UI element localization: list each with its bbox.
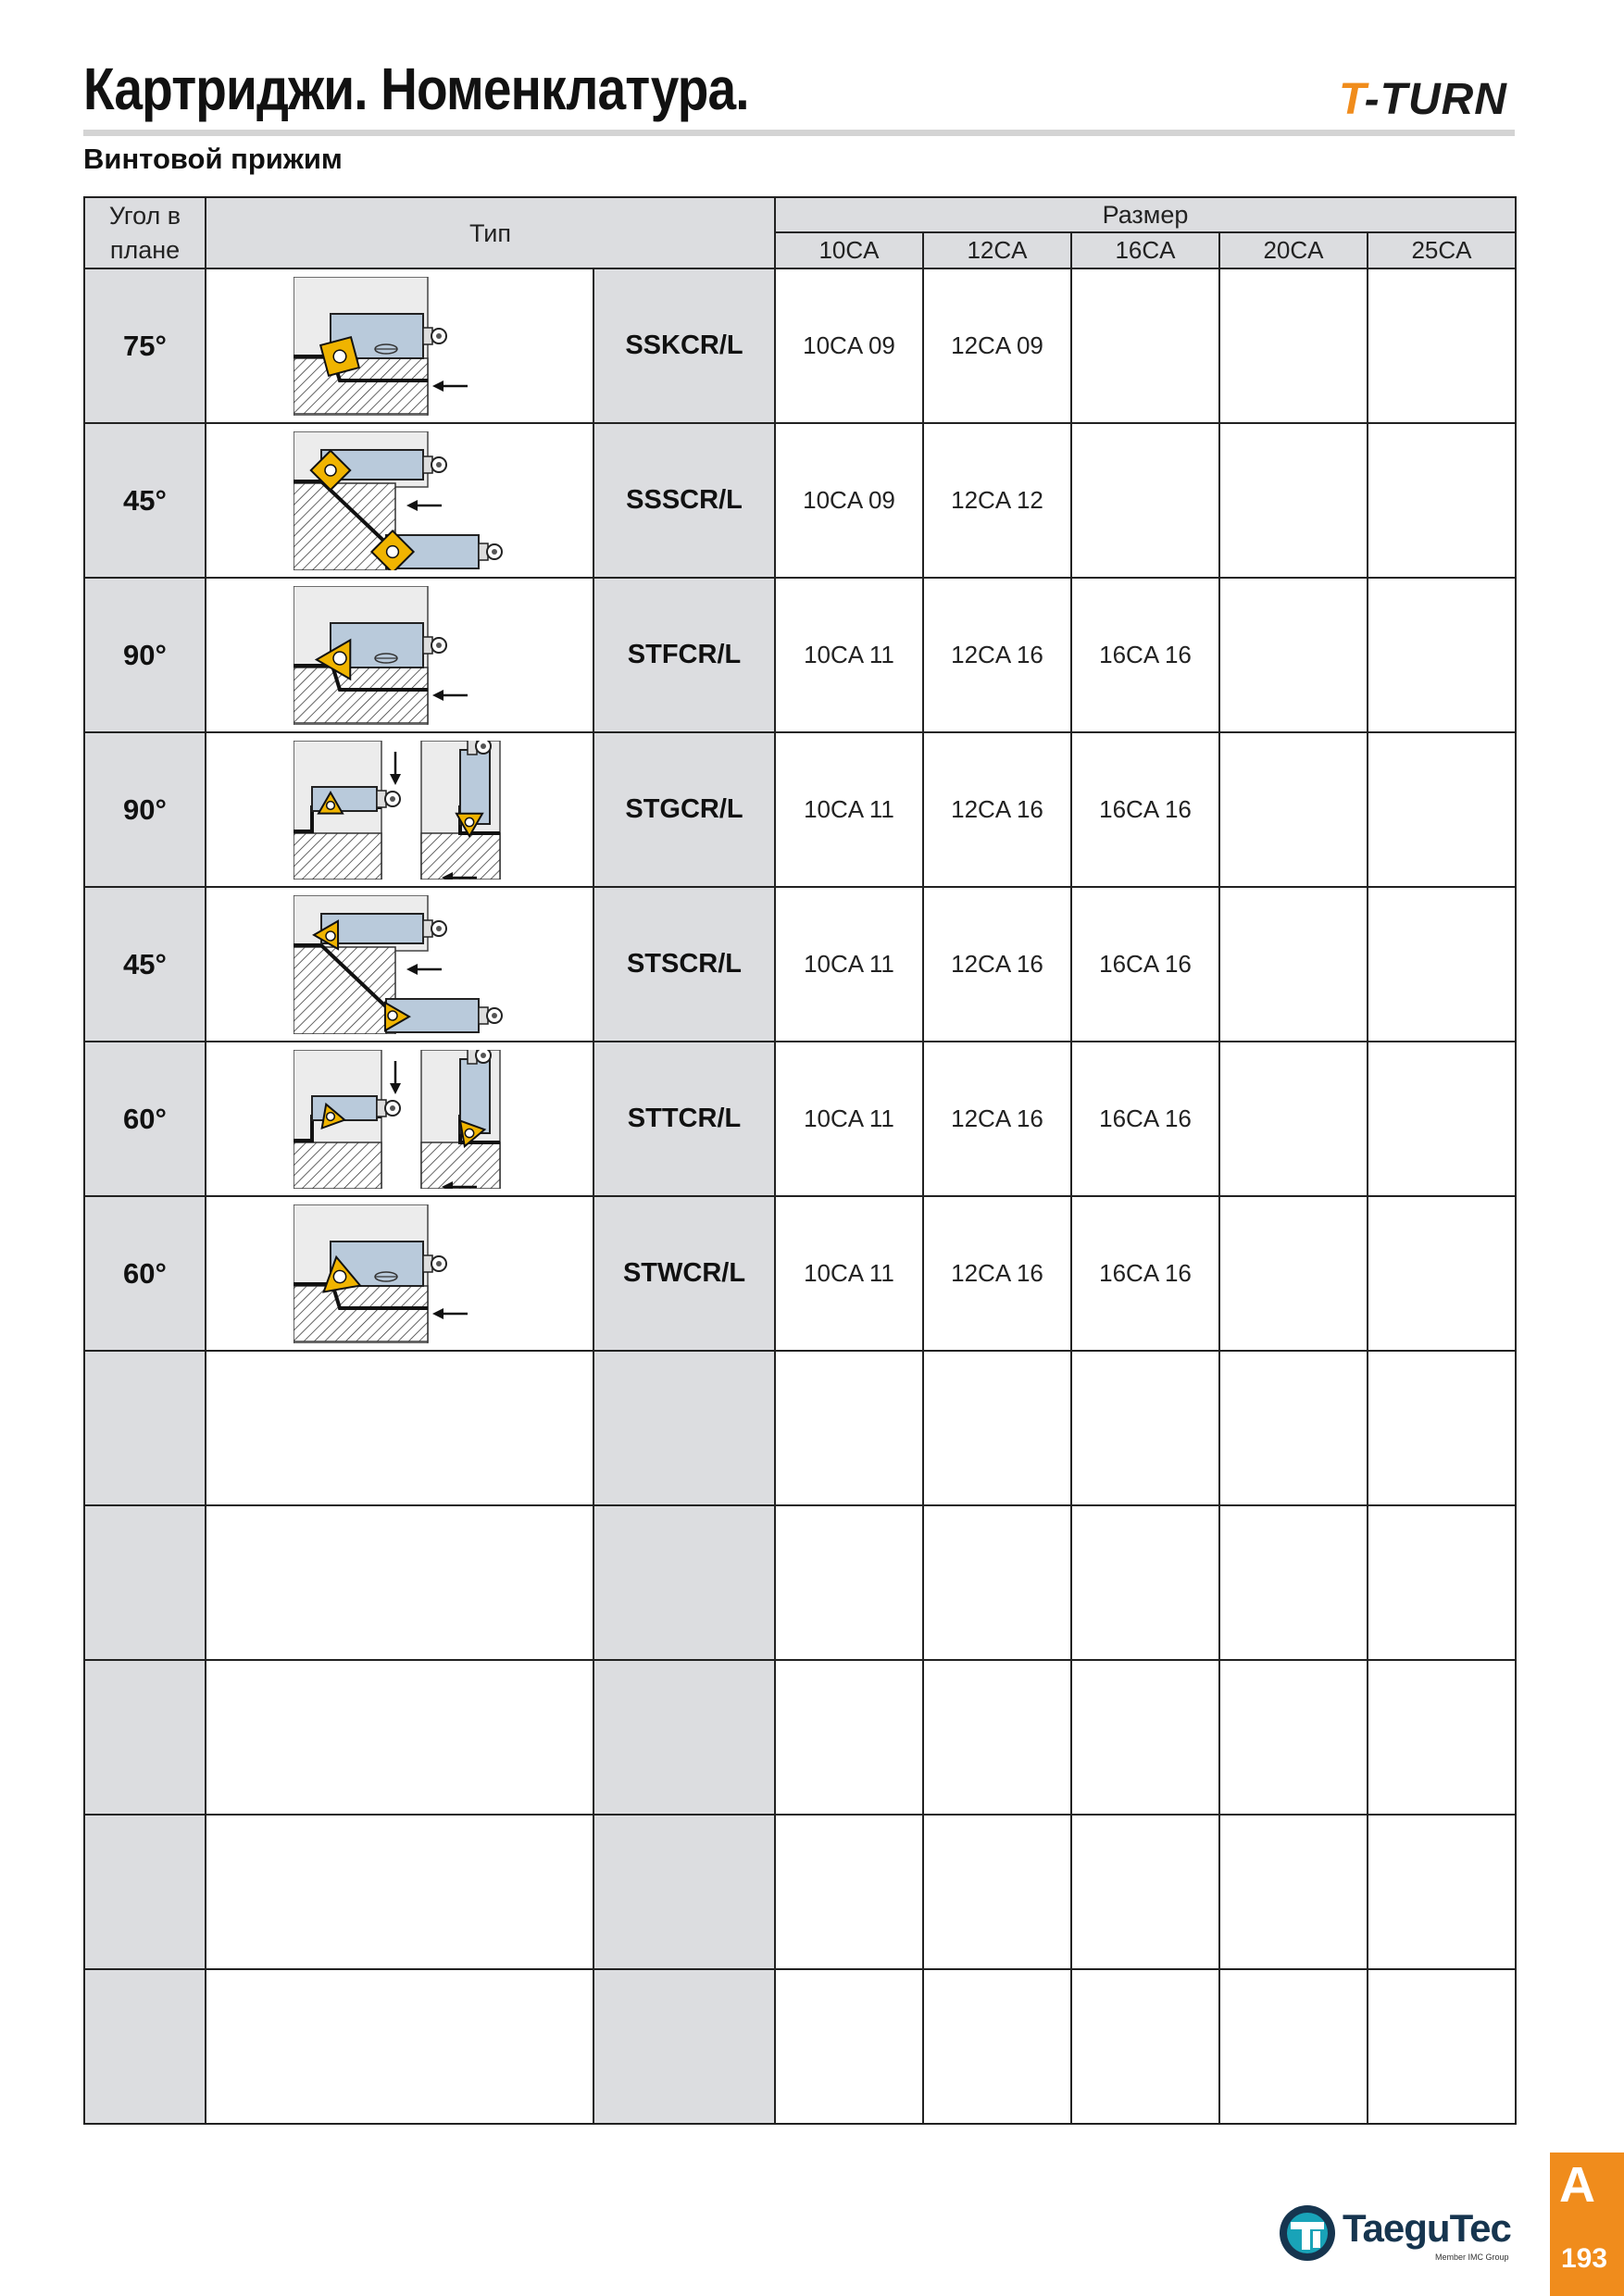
stf-triangle-insert-90-icon	[294, 586, 506, 725]
size-cell	[1219, 1042, 1368, 1196]
size-cell	[1219, 1505, 1368, 1660]
table-row	[84, 1969, 1516, 2124]
size-cell: 16CA 16	[1071, 578, 1219, 732]
size-cell	[1368, 1969, 1516, 2124]
angle-header: Угол в плане	[84, 197, 206, 268]
size-cell: 10CA 11	[775, 1042, 923, 1196]
type-code-cell	[593, 1351, 775, 1505]
size-cell	[1368, 1815, 1516, 1969]
tool-diagram-cell	[206, 1042, 593, 1196]
size-cell: 12CA 16	[923, 887, 1071, 1042]
angle-cell: 45°	[84, 423, 206, 578]
size-col-header: 12CA	[923, 232, 1071, 268]
size-cell: 12CA 16	[923, 1042, 1071, 1196]
size-cell: 12CA 16	[923, 578, 1071, 732]
angle-cell	[84, 1815, 206, 1969]
table-row	[84, 1660, 1516, 1815]
size-col-header: 16CA	[1071, 232, 1219, 268]
page-number: 193	[1561, 2243, 1608, 2274]
tool-diagram-cell	[206, 268, 593, 423]
size-cell	[1071, 1505, 1219, 1660]
table-row	[84, 1505, 1516, 1660]
angle-cell: 60°	[84, 1042, 206, 1196]
type-code-cell	[593, 1660, 775, 1815]
size-cell	[1219, 423, 1368, 578]
tool-diagram-cell	[206, 732, 593, 887]
size-cell	[775, 1660, 923, 1815]
tool-diagram-cell	[206, 887, 593, 1042]
size-cell	[1219, 1969, 1368, 2124]
type-code-cell	[593, 1505, 775, 1660]
size-col-header: 10CA	[775, 232, 923, 268]
size-cell	[1368, 1042, 1516, 1196]
size-cell: 12CA 16	[923, 732, 1071, 887]
angle-cell	[84, 1660, 206, 1815]
brand-t: T	[1339, 75, 1365, 124]
size-cell	[1219, 1196, 1368, 1351]
logo-wordmark: TaeguTec	[1343, 2206, 1511, 2250]
size-cell: 10CA 11	[775, 1196, 923, 1351]
tool-diagram-cell	[206, 578, 593, 732]
table-row	[84, 578, 1516, 732]
title-underline	[83, 130, 1515, 136]
tool-diagram-cell	[206, 1351, 593, 1505]
tool-diagram-cell	[206, 1505, 593, 1660]
size-cell	[1368, 268, 1516, 423]
page-subtitle: Винтовой прижим	[83, 143, 343, 175]
size-header: Размер	[775, 197, 1516, 232]
size-cell	[1071, 1815, 1219, 1969]
size-cell	[1368, 1660, 1516, 1815]
size-cell: 12CA 09	[923, 268, 1071, 423]
size-col-header: 25CA	[1368, 232, 1516, 268]
size-cell: 10CA 11	[775, 578, 923, 732]
tool-diagram-cell	[206, 1660, 593, 1815]
size-cell: 12CA 12	[923, 423, 1071, 578]
angle-cell: 60°	[84, 1196, 206, 1351]
t-turn-logo	[1339, 75, 1507, 124]
size-cell	[1368, 887, 1516, 1042]
size-cell	[775, 1505, 923, 1660]
size-cell: 10CA 11	[775, 887, 923, 1042]
size-col-header: 20CA	[1219, 232, 1368, 268]
type-code-cell	[593, 1969, 775, 2124]
table-row	[84, 268, 1516, 423]
size-cell	[1071, 1660, 1219, 1815]
size-cell	[1368, 423, 1516, 578]
type-code-cell	[593, 1815, 775, 1969]
table-row	[84, 887, 1516, 1042]
size-cell	[923, 1351, 1071, 1505]
size-cell	[1219, 732, 1368, 887]
size-cell	[923, 1969, 1071, 2124]
size-cell: 16CA 16	[1071, 887, 1219, 1042]
type-header: Тип	[206, 197, 775, 268]
stw-triangle-insert-60-icon	[294, 1204, 506, 1343]
size-cell: 12CA 16	[923, 1196, 1071, 1351]
size-cell	[1219, 1815, 1368, 1969]
size-cell	[923, 1660, 1071, 1815]
tool-diagram-cell	[206, 1815, 593, 1969]
size-cell	[775, 1351, 923, 1505]
angle-cell: 90°	[84, 732, 206, 887]
ssk-square-insert-75-icon	[294, 277, 506, 416]
type-code-cell: SSKCR/L	[593, 268, 775, 423]
sss-square-insert-45-icon	[294, 431, 506, 570]
size-cell: 10CA 09	[775, 268, 923, 423]
table-row	[84, 732, 1516, 887]
size-cell	[1071, 423, 1219, 578]
sts-triangle-insert-45-icon	[294, 895, 506, 1034]
size-cell: 16CA 16	[1071, 1196, 1219, 1351]
size-cell	[1071, 1969, 1219, 2124]
table-row	[84, 1351, 1516, 1505]
section-tab	[1550, 2152, 1624, 2296]
type-code-cell: SSSCR/L	[593, 423, 775, 578]
size-cell: 10CA 09	[775, 423, 923, 578]
angle-cell	[84, 1505, 206, 1660]
stg-triangle-insert-90-double-icon	[294, 741, 506, 880]
angle-cell: 45°	[84, 887, 206, 1042]
stt-triangle-insert-60-double-icon	[294, 1050, 506, 1189]
table-body	[84, 268, 1516, 2124]
type-code-cell: STFCR/L	[593, 578, 775, 732]
angle-cell	[84, 1351, 206, 1505]
size-cell: 16CA 16	[1071, 732, 1219, 887]
size-cell	[1219, 268, 1368, 423]
section-letter: A	[1559, 2157, 1595, 2213]
size-cell	[1368, 578, 1516, 732]
size-cell	[1219, 578, 1368, 732]
type-code-cell: STWCR/L	[593, 1196, 775, 1351]
size-cell	[1071, 268, 1219, 423]
size-cell	[1219, 1660, 1368, 1815]
tool-diagram-cell	[206, 423, 593, 578]
cartridge-table	[83, 196, 1517, 2125]
logo-tagline: Member IMC Group	[1435, 2252, 1509, 2262]
size-cell	[1368, 1351, 1516, 1505]
size-cell	[775, 1969, 923, 2124]
size-cell	[1368, 732, 1516, 887]
size-cell	[923, 1815, 1071, 1969]
angle-cell: 75°	[84, 268, 206, 423]
tool-diagram-cell	[206, 1196, 593, 1351]
table-row	[84, 1196, 1516, 1351]
page-title: Картриджи. Номенклатура.	[83, 56, 749, 122]
size-cell	[1219, 1351, 1368, 1505]
type-code-cell: STTCR/L	[593, 1042, 775, 1196]
size-cell	[1219, 887, 1368, 1042]
table-row	[84, 1042, 1516, 1196]
taegutec-logo	[1278, 2202, 1523, 2265]
size-cell	[923, 1505, 1071, 1660]
angle-cell: 90°	[84, 578, 206, 732]
size-cell: 16CA 16	[1071, 1042, 1219, 1196]
size-cell	[1368, 1505, 1516, 1660]
type-code-cell: STSCR/L	[593, 887, 775, 1042]
size-cell	[775, 1815, 923, 1969]
table-row	[84, 1815, 1516, 1969]
type-code-cell: STGCR/L	[593, 732, 775, 887]
tool-diagram-cell	[206, 1969, 593, 2124]
size-cell: 10CA 11	[775, 732, 923, 887]
table-row	[84, 423, 1516, 578]
brand-turn: -TURN	[1364, 75, 1507, 124]
size-cell	[1368, 1196, 1516, 1351]
size-cell	[1071, 1351, 1219, 1505]
taegutec-emblem-icon	[1278, 2203, 1337, 2263]
angle-cell	[84, 1969, 206, 2124]
